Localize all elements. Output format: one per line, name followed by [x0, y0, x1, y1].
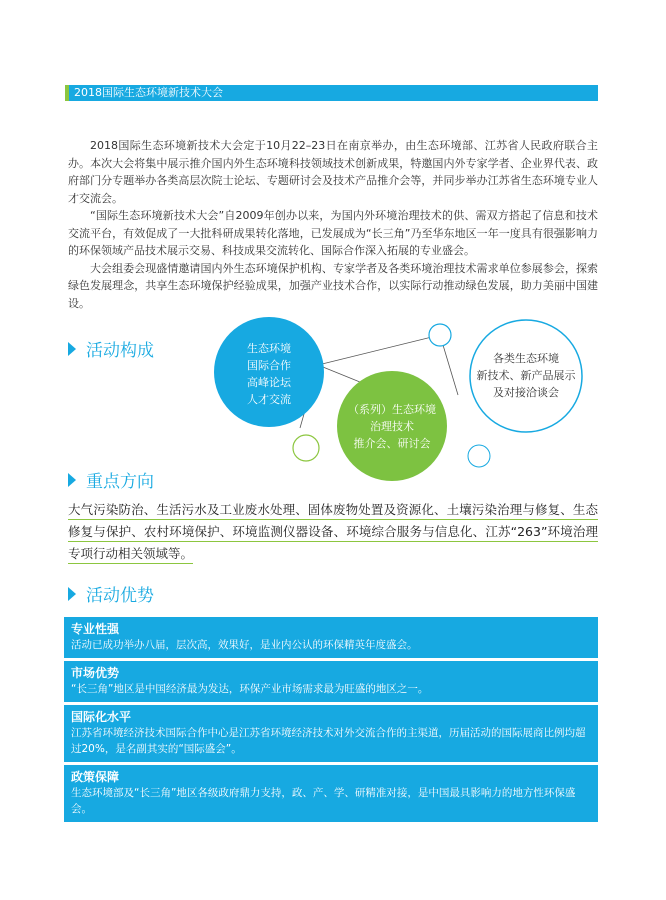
intro-paragraph: “国际生态环境新技术大会”自2009年创办以来，为国内外环境治理技术的供、需双方搭起了信息和技术交流平台，有效促成了一大批科研成果转化落地，已发展成为“长三角”乃至华东地区一年一度具有很强影响力的环保领域产品技术展示交易、科技成果交流转化、国际合作深入拓展的专业盛会。 — [68, 209, 598, 257]
circle-line: 新技术、新产品展示 — [476, 369, 576, 382]
advantage-title: 国际化水平 — [71, 710, 132, 724]
small-circle-decor — [429, 324, 451, 346]
advantage-desc: 江苏省环境经济技术国际合作中心是江苏省环境经济技术对外交流合作的主渠道，历届活动的国际展商比例均超过20%，是名副其实的“国际盛会”。 — [71, 727, 586, 755]
advantage-box — [64, 661, 598, 702]
advantage-box — [64, 617, 598, 658]
section-label: 活动优势 — [86, 586, 154, 606]
section-label: 重点方向 — [86, 472, 154, 492]
focus-text — [68, 499, 598, 565]
header-title: 2018国际生态环境新技术大会 — [74, 86, 223, 99]
circle-line: 生态环境 — [247, 342, 291, 355]
triangle-bullet-icon — [68, 473, 76, 487]
section-title-focus — [68, 471, 154, 493]
circle-line: 及对接洽谈会 — [493, 386, 559, 399]
circle-line: 高峰论坛 — [247, 376, 291, 389]
advantage-title: 市场优势 — [71, 666, 120, 680]
small-circle-decor — [468, 445, 490, 467]
circle-line: 人才交流 — [247, 393, 291, 406]
circle-line: （系列）生态环境 — [348, 403, 436, 416]
advantage-desc: 生态环境部及“长三角”地区各级政府鼎力支持，政、产、学、研精准对接，是中国最具影响力的地方性环保盛会。 — [71, 787, 576, 815]
advantage-box — [64, 705, 598, 762]
circle-forum-text — [214, 340, 324, 408]
section-title-advantages — [68, 585, 154, 607]
circle-line: 治理技术 — [370, 420, 414, 433]
small-circle-decor — [293, 435, 319, 461]
section-label: 活动构成 — [86, 341, 154, 361]
advantage-title: 专业性强 — [71, 622, 120, 636]
connector-line — [318, 335, 440, 365]
circle-line: 国际合作 — [247, 359, 291, 372]
advantage-box — [64, 765, 598, 822]
circle-exhibition-text — [470, 350, 582, 401]
advantage-title: 政策保障 — [71, 770, 120, 784]
circle-line: 推介会、研讨会 — [353, 437, 431, 450]
triangle-bullet-icon — [68, 587, 76, 601]
focus-text-content: 大气污染防治、生活污水及工业废水处理、固体废物处置及资源化、土壤污染治理与修复、生态修复与保护、农村环境保护、环境监测仪器设备、环境综合服务与信息化、江苏“263”环境治理专项行动相关领域等。 — [68, 502, 598, 564]
advantage-desc: 活动已成功举办八届，层次高，效果好，是业内公认的环保精英年度盛会。 — [71, 639, 418, 651]
intro-paragraph: 大会组委会现盛情邀请国内外生态环境保护机构、专家学者及各类环境治理技术需求单位参展参会，探索绿色发展理念，共享生态环境保护经验成果，加强产业技术合作，以实际行动推动绿色发展，助力美丽中国建设。 — [68, 261, 598, 310]
advantage-desc: “长三角”地区是中国经济最为发达，环保产业市场需求最为旺盛的地区之一。 — [71, 683, 429, 695]
circle-line: 各类生态环境 — [493, 352, 559, 365]
intro-paragraph: 2018国际生态环境新技术大会定于10月22–23日在南京举办，由生态环境部、江苏省人民政府联合主办。本次大会将集中展示推介国内外生态环境科技领域技术创新成果，特邀国内外专家学者、企业界代表、政府部门分专题举办各类高层次院士论坛、专题研讨会及技术产品推介会等，并同步举办江苏省生态环境专业人才交流会。 — [68, 139, 598, 205]
circle-tech-text — [337, 401, 447, 452]
